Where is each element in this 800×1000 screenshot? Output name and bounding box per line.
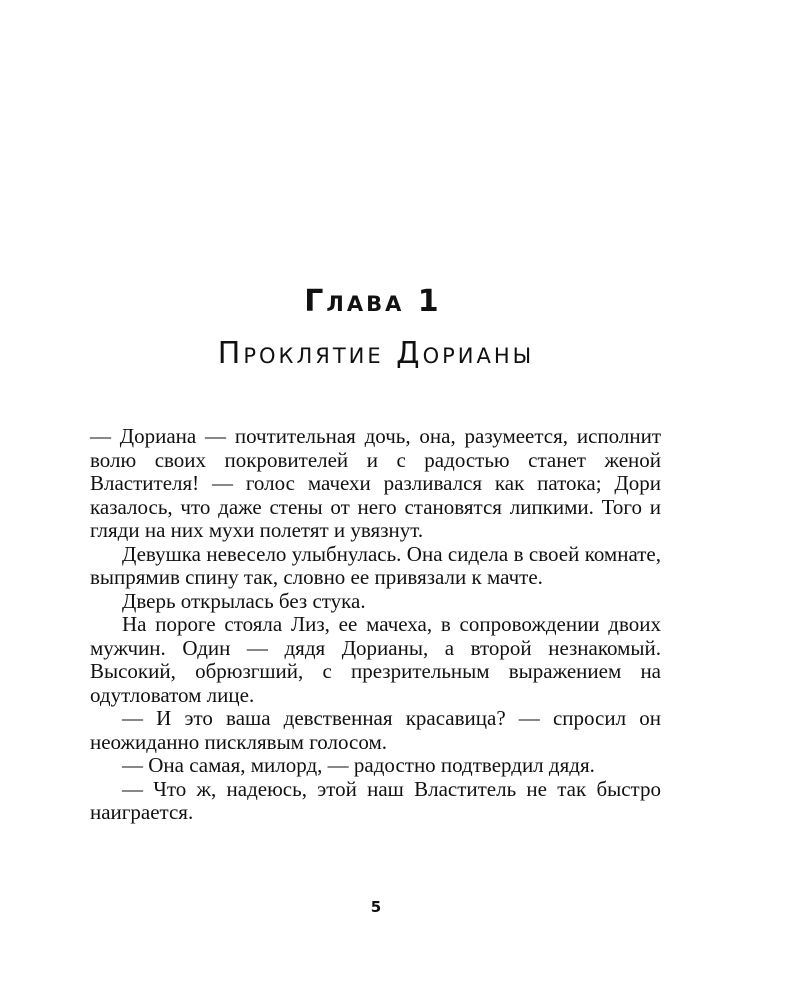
paragraph: На пороге стояла Лиз, ее мачеха, в сопровождении двоих мужчин. Один — дядя Дорианы, а второй незнакомый. Высокий, обрюзгший, с презрительным выражением на одутловатом лице.	[90, 612, 661, 707]
chapter-body	[90, 425, 661, 825]
paragraph: — Что ж, надеюсь, этой наш Властитель не так быстро наиграется.	[90, 776, 661, 824]
page-number: 5	[370, 898, 382, 916]
paragraph: Девушка невесело улыбнулась. Она сидела в своей комнате, выпрямив спину так, словно ее привязали к мачте.	[90, 541, 661, 589]
paragraph: — Она самая, милорд, — радостно подтвердил дядя.	[122, 753, 595, 777]
paragraph: — Дориана — почтительная дочь, она, разумеется, исполнит волю своих покровителей и с радостью станет женой Властителя! — голос мачехи разливался как патока; Дори казалось, что даже стены от него становятся липкими. Того и гляди на них мухи полетят и увязнут.	[90, 424, 661, 542]
paragraph: — И это ваша девственная красавица? — спросил он неожиданно писклявым голосом.	[90, 706, 661, 754]
chapter-number: Глава 1	[304, 284, 442, 319]
paragraph: Дверь открылась без стука.	[122, 588, 366, 613]
chapter-title: Проклятие Дорианы	[217, 336, 535, 371]
